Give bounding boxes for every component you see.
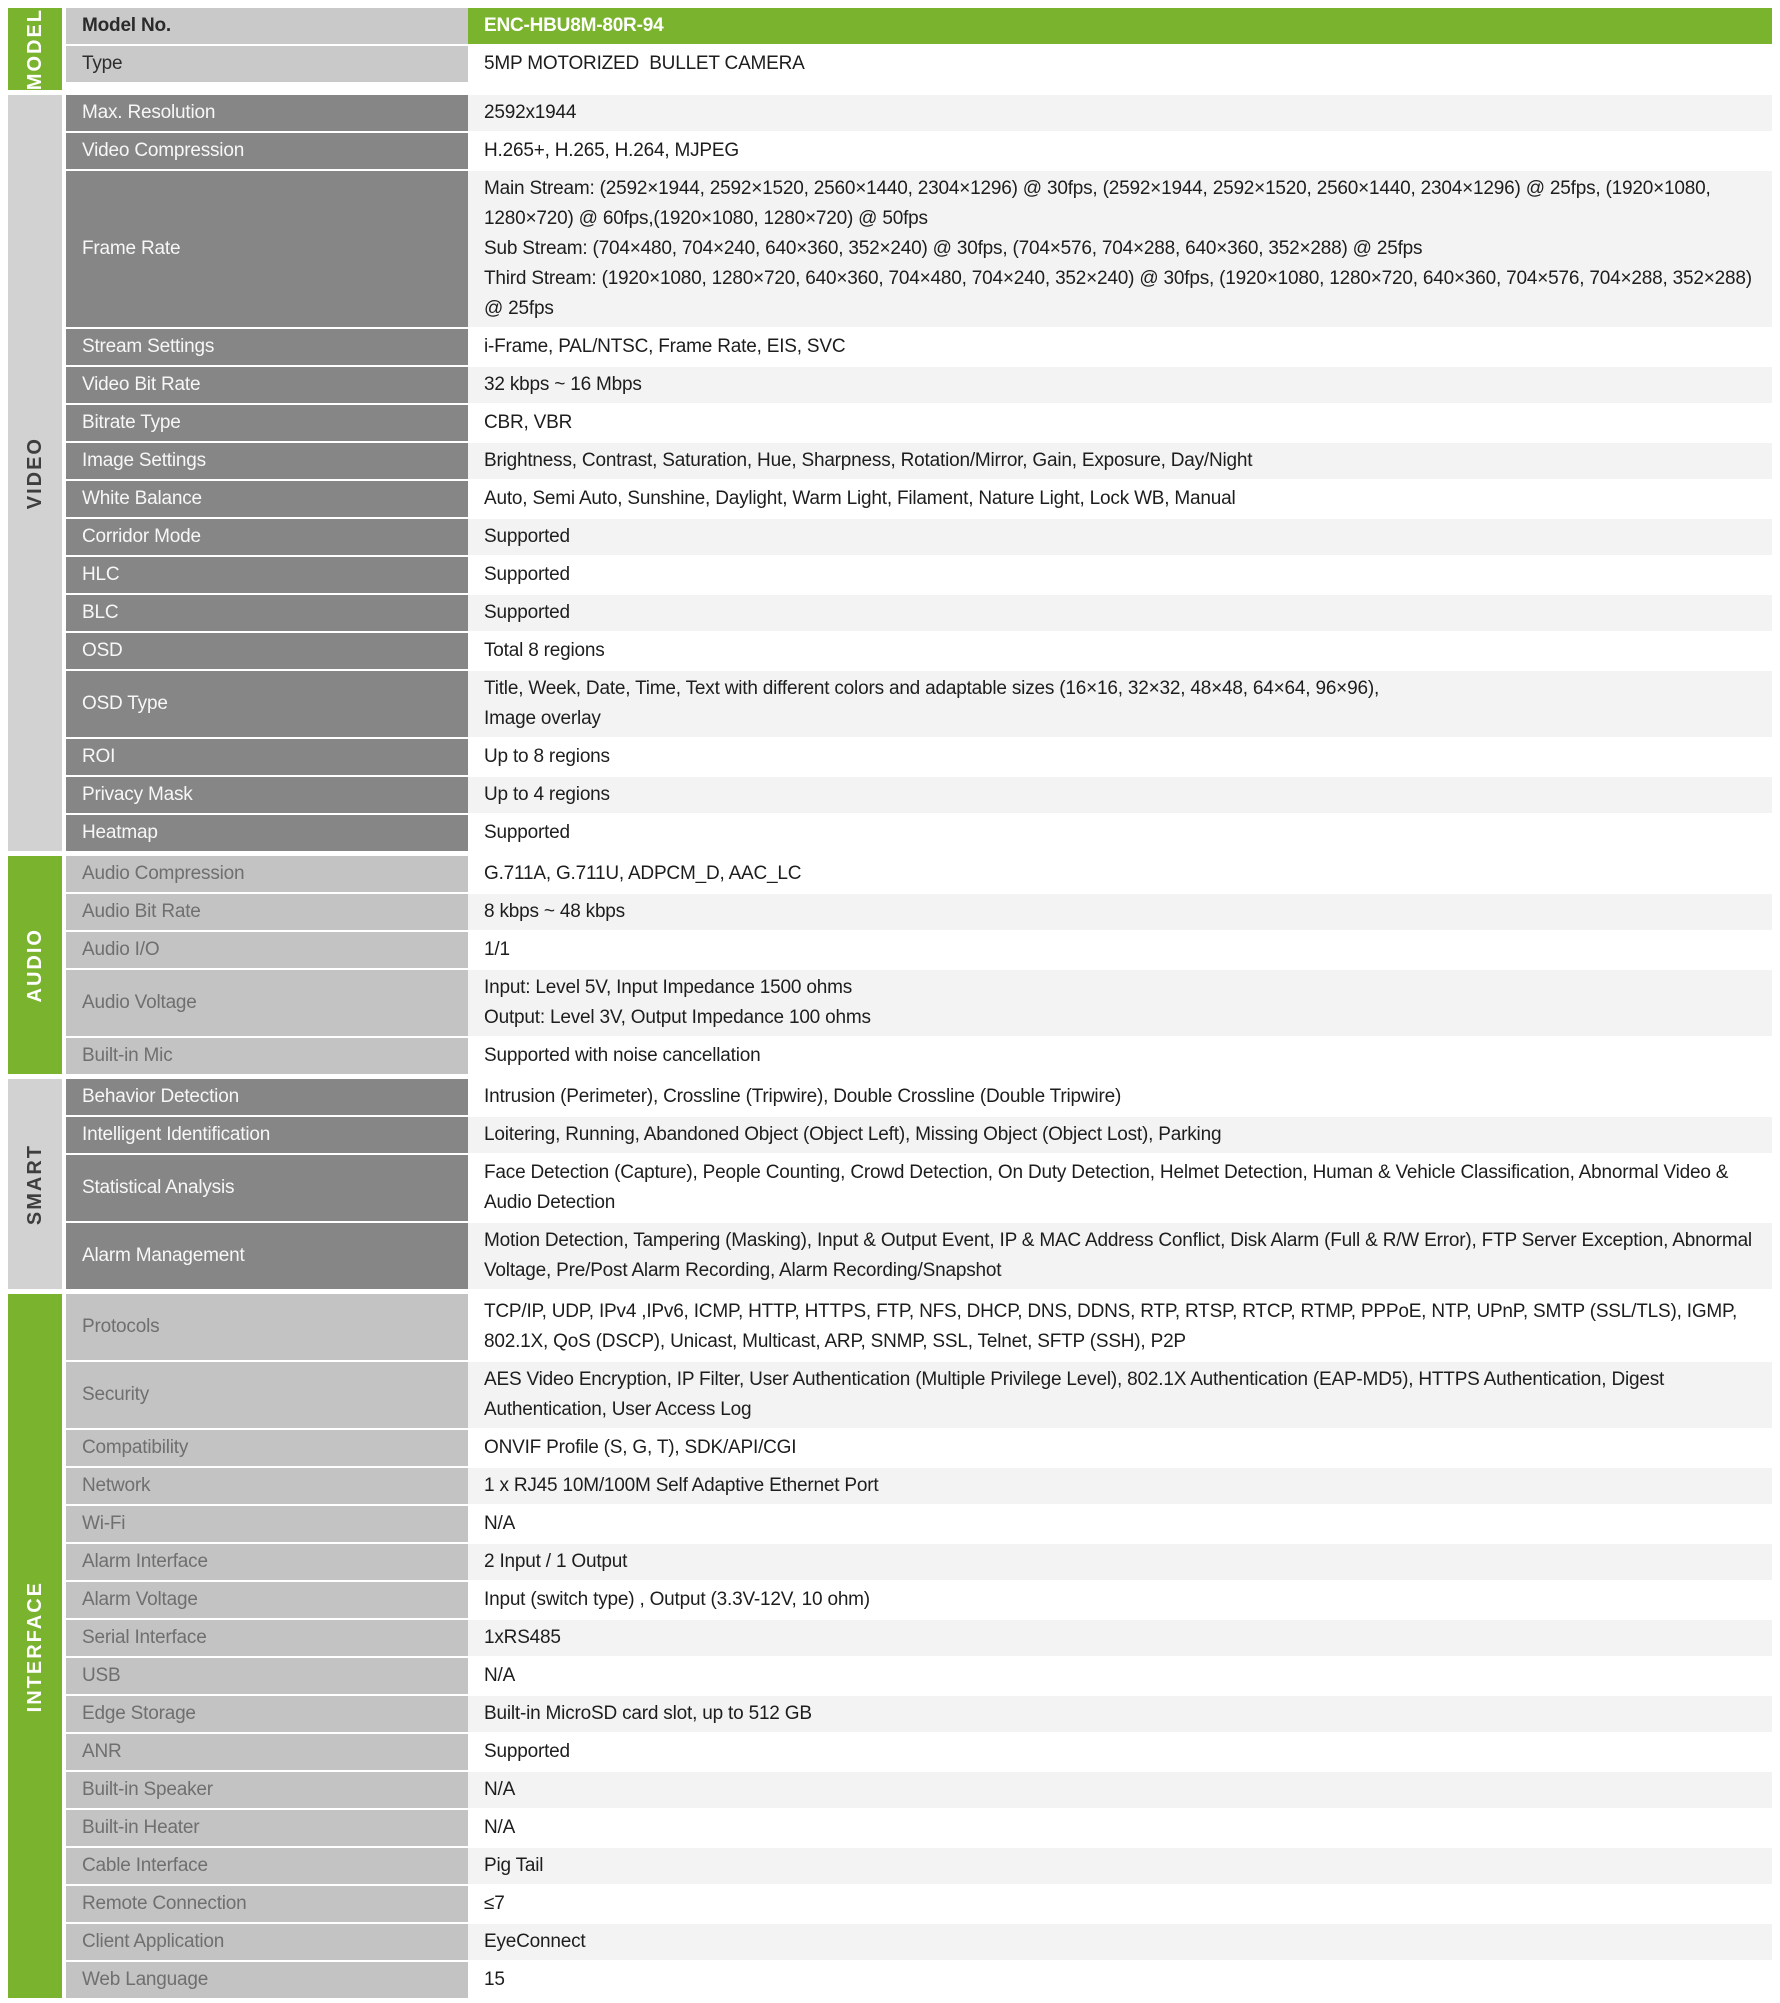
spec-row-serial-interface (66, 1620, 1772, 1656)
spec-row-alarm-management (66, 1223, 1772, 1289)
spec-row-image-settings (66, 443, 1772, 479)
row-label-corridor-mode: Corridor Mode (66, 519, 468, 555)
spec-row-wi-fi (66, 1506, 1772, 1542)
row-value-line: Supported (484, 526, 570, 548)
spec-row-alarm-interface (66, 1544, 1772, 1580)
row-label-alarm-voltage: Alarm Voltage (66, 1582, 468, 1618)
row-value-remote-connection (468, 1886, 1772, 1922)
row-label-osd-type: OSD Type (66, 671, 468, 737)
row-value-edge-storage (468, 1696, 1772, 1732)
section-rows-audio (66, 856, 1772, 1074)
row-value-alarm-management (468, 1223, 1772, 1289)
row-label-alarm-interface: Alarm Interface (66, 1544, 468, 1580)
row-value-line: Motion Detection, Tampering (Masking), Input & Output Event, IP & MAC Address Conflict, Disk Alarm (Full & R/W Error), FTP Server Exception, Abnormal Voltage, Pre/Post Alarm Recording, Alarm Recording/Snapshot (484, 1230, 1758, 1282)
row-label-audio-voltage: Audio Voltage (66, 970, 468, 1036)
row-value-line: G.711A, G.711U, ADPCM_D, AAC_LC (484, 863, 802, 885)
section-rows-model (66, 8, 1772, 90)
row-label-built-in-mic: Built-in Mic (66, 1038, 468, 1074)
spec-row-model-no (66, 8, 1772, 44)
spec-row-anr (66, 1734, 1772, 1770)
row-value-line: Main Stream: (2592×1944, 2592×1520, 2560×1440, 2304×1296) @ 30fps, (2592×1944, 2592×1520, 2560×1440, 2304×1296) @ 25fps, (1920×1080, 1280×720) @ 60fps,(1920×1080, 1280×720) @ 50fps (484, 178, 1716, 230)
row-label-osd: OSD (66, 633, 468, 669)
row-value-line: ONVIF Profile (S, G, T), SDK/API/CGI (484, 1437, 797, 1459)
row-value-line: 8 kbps ~ 48 kbps (484, 901, 625, 923)
row-value-stream-settings (468, 329, 1772, 365)
section-label-smart: SMART (23, 1143, 46, 1225)
row-label-privacy-mask: Privacy Mask (66, 777, 468, 813)
spec-row-privacy-mask (66, 777, 1772, 813)
row-label-video-compression: Video Compression (66, 133, 468, 169)
row-label-serial-interface: Serial Interface (66, 1620, 468, 1656)
row-label-audio-bit-rate: Audio Bit Rate (66, 894, 468, 930)
row-value-line: Supported with noise cancellation (484, 1045, 761, 1067)
row-value-audio-bit-rate (468, 894, 1772, 930)
section-interface (8, 1294, 1772, 1998)
row-value-line: Auto, Semi Auto, Sunshine, Daylight, Warm Light, Filament, Nature Light, Lock WB, Manual (484, 488, 1236, 510)
spec-row-web-language (66, 1962, 1772, 1998)
row-label-client-application: Client Application (66, 1924, 468, 1960)
section-bar-model (8, 8, 62, 90)
row-value-line: Supported (484, 564, 570, 586)
section-bar-video (8, 95, 62, 851)
row-value-roi (468, 739, 1772, 775)
section-label-audio: AUDIO (23, 927, 46, 1003)
row-value-line: N/A (484, 1817, 516, 1839)
section-bar-smart (8, 1079, 62, 1289)
row-label-audio-i-o: Audio I/O (66, 932, 468, 968)
spec-row-audio-i-o (66, 932, 1772, 968)
spec-row-hlc (66, 557, 1772, 593)
row-value-line: H.265+, H.265, H.264, MJPEG (484, 140, 739, 162)
row-label-model-no: Model No. (66, 8, 468, 44)
row-value-line: 1/1 (484, 939, 510, 961)
row-label-roi: ROI (66, 739, 468, 775)
row-value-line: CBR, VBR (484, 412, 573, 434)
row-label-blc: BLC (66, 595, 468, 631)
row-label-type: Type (66, 46, 468, 82)
row-value-line: Third Stream: (1920×1080, 1280×720, 640×360, 704×480, 704×240, 352×240) @ 30fps, (1920×1080, 1280×720, 640×360, 704×576, 704×288, 352×288) @ 25fps (484, 268, 1757, 320)
section-rows-video (66, 95, 1772, 851)
spec-row-cable-interface (66, 1848, 1772, 1884)
row-label-protocols: Protocols (66, 1294, 468, 1360)
row-label-statistical-analysis: Statistical Analysis (66, 1155, 468, 1221)
row-label-wi-fi: Wi-Fi (66, 1506, 468, 1542)
spec-row-osd-type (66, 671, 1772, 737)
spec-row-audio-voltage (66, 970, 1772, 1036)
spec-row-corridor-mode (66, 519, 1772, 555)
row-label-frame-rate: Frame Rate (66, 171, 468, 327)
spec-row-protocols (66, 1294, 1772, 1360)
spec-row-stream-settings (66, 329, 1772, 365)
row-value-line: 2592x1944 (484, 102, 577, 124)
row-value-line: Built-in MicroSD card slot, up to 512 GB (484, 1703, 812, 1725)
spec-row-statistical-analysis (66, 1155, 1772, 1221)
row-label-image-settings: Image Settings (66, 443, 468, 479)
row-label-compatibility: Compatibility (66, 1430, 468, 1466)
row-value-line: Sub Stream: (704×480, 704×240, 640×360, 352×240) @ 30fps, (704×576, 704×288, 640×360, 352×288) @ 25fps (484, 238, 1423, 260)
row-value-protocols (468, 1294, 1772, 1360)
row-value-built-in-mic (468, 1038, 1772, 1074)
spec-row-network (66, 1468, 1772, 1504)
spec-row-bitrate-type (66, 405, 1772, 441)
row-label-network: Network (66, 1468, 468, 1504)
row-value-line: N/A (484, 1513, 516, 1535)
row-value-blc (468, 595, 1772, 631)
section-video (8, 95, 1772, 851)
row-value-line: 1xRS485 (484, 1627, 561, 1649)
row-label-remote-connection: Remote Connection (66, 1886, 468, 1922)
section-bar-audio (8, 856, 62, 1074)
spec-row-client-application (66, 1924, 1772, 1960)
row-value-line: 32 kbps ~ 16 Mbps (484, 374, 642, 396)
row-value-audio-compression (468, 856, 1772, 892)
row-value-security (468, 1362, 1772, 1428)
row-value-line: ≤7 (484, 1893, 505, 1915)
row-value-line: Output: Level 3V, Output Impedance 100 ohms (484, 1007, 871, 1029)
row-value-bitrate-type (468, 405, 1772, 441)
row-label-heatmap: Heatmap (66, 815, 468, 851)
row-value-behavior-detection (468, 1079, 1772, 1115)
row-value-line: 1 x RJ45 10M/100M Self Adaptive Ethernet Port (484, 1475, 879, 1497)
row-value-client-application (468, 1924, 1772, 1960)
spec-row-max-resolution (66, 95, 1772, 131)
row-value-line: Image overlay (484, 708, 601, 730)
row-label-web-language: Web Language (66, 1962, 468, 1998)
section-label-interface: INTERFACE (23, 1580, 46, 1712)
spec-row-type (66, 46, 1772, 82)
row-value-statistical-analysis (468, 1155, 1772, 1221)
spec-row-video-bit-rate (66, 367, 1772, 403)
row-value-alarm-voltage (468, 1582, 1772, 1618)
row-value-osd-type (468, 671, 1772, 737)
row-value-web-language (468, 1962, 1772, 1998)
section-label-video: VIDEO (23, 437, 46, 510)
spec-row-audio-bit-rate (66, 894, 1772, 930)
spec-row-frame-rate (66, 171, 1772, 327)
row-label-edge-storage: Edge Storage (66, 1696, 468, 1732)
row-value-line: 15 (484, 1969, 505, 1991)
row-label-alarm-management: Alarm Management (66, 1223, 468, 1289)
row-value-line: Brightness, Contrast, Saturation, Hue, Sharpness, Rotation/Mirror, Gain, Exposure, Day/Night (484, 450, 1253, 472)
row-label-built-in-speaker: Built-in Speaker (66, 1772, 468, 1808)
row-value-audio-voltage (468, 970, 1772, 1036)
row-value-audio-i-o (468, 932, 1772, 968)
row-value-serial-interface (468, 1620, 1772, 1656)
row-value-line: Intrusion (Perimeter), Crossline (Tripwire), Double Crossline (Double Tripwire) (484, 1086, 1122, 1108)
row-label-behavior-detection: Behavior Detection (66, 1079, 468, 1115)
row-label-intelligent-identification: Intelligent Identification (66, 1117, 468, 1153)
spec-row-blc (66, 595, 1772, 631)
spec-row-remote-connection (66, 1886, 1772, 1922)
row-value-video-compression (468, 133, 1772, 169)
section-bar-interface (8, 1294, 62, 1998)
row-value-line: AES Video Encryption, IP Filter, User Authentication (Multiple Privilege Level), 802.1X Authentication (EAP-MD5), HTTPS Authentication, Digest Authentication, User Access Log (484, 1369, 1669, 1421)
row-label-audio-compression: Audio Compression (66, 856, 468, 892)
spec-row-video-compression (66, 133, 1772, 169)
row-value-line: Supported (484, 1741, 570, 1763)
spec-row-intelligent-identification (66, 1117, 1772, 1153)
row-label-security: Security (66, 1362, 468, 1428)
row-value-image-settings (468, 443, 1772, 479)
spec-row-alarm-voltage (66, 1582, 1772, 1618)
row-value-max-resolution (468, 95, 1772, 131)
spec-row-heatmap (66, 815, 1772, 851)
row-value-heatmap (468, 815, 1772, 851)
row-value-corridor-mode (468, 519, 1772, 555)
row-value-osd (468, 633, 1772, 669)
spec-row-white-balance (66, 481, 1772, 517)
spec-row-edge-storage (66, 1696, 1772, 1732)
row-value-intelligent-identification (468, 1117, 1772, 1153)
spec-row-behavior-detection (66, 1079, 1772, 1115)
row-label-stream-settings: Stream Settings (66, 329, 468, 365)
spec-table (8, 8, 1772, 2003)
section-rows-smart (66, 1079, 1772, 1289)
section-audio (8, 856, 1772, 1074)
row-label-cable-interface: Cable Interface (66, 1848, 468, 1884)
row-value-line: Title, Week, Date, Time, Text with different colors and adaptable sizes (16×16, 32×32, 48×48, 64×64, 96×96), (484, 678, 1380, 700)
row-value-type (468, 46, 1772, 82)
section-label-model: MODEL (23, 8, 46, 91)
row-value-line: i-Frame, PAL/NTSC, Frame Rate, EIS, SVC (484, 336, 846, 358)
section-smart (8, 1079, 1772, 1289)
row-value-network (468, 1468, 1772, 1504)
row-value-line: 2 Input / 1 Output (484, 1551, 628, 1573)
row-value-line: N/A (484, 1779, 516, 1801)
row-value-frame-rate (468, 171, 1772, 327)
spec-row-audio-compression (66, 856, 1772, 892)
row-label-hlc: HLC (66, 557, 468, 593)
row-value-line: Supported (484, 602, 570, 624)
row-value-line: Loitering, Running, Abandoned Object (Object Left), Missing Object (Object Lost), Parking (484, 1124, 1222, 1146)
spec-row-osd (66, 633, 1772, 669)
spec-row-built-in-heater (66, 1810, 1772, 1846)
row-value-white-balance (468, 481, 1772, 517)
row-value-built-in-speaker (468, 1772, 1772, 1808)
row-value-line: Up to 4 regions (484, 784, 610, 806)
row-value-built-in-heater (468, 1810, 1772, 1846)
row-label-video-bit-rate: Video Bit Rate (66, 367, 468, 403)
row-value-line: 5MP MOTORIZED BULLET CAMERA (484, 53, 805, 74)
section-rows-interface (66, 1294, 1772, 1998)
row-value-line: Input: Level 5V, Input Impedance 1500 ohms (484, 977, 853, 999)
section-model (8, 8, 1772, 90)
row-value-privacy-mask (468, 777, 1772, 813)
row-value-line: ENC-HBU8M-80R-94 (484, 15, 664, 36)
row-value-cable-interface (468, 1848, 1772, 1884)
row-value-line: Face Detection (Capture), People Counting, Crowd Detection, On Duty Detection, Helmet Detection, Human & Vehicle Classification, Abnormal Video & Audio Detection (484, 1162, 1733, 1214)
row-label-white-balance: White Balance (66, 481, 468, 517)
row-value-line: N/A (484, 1665, 516, 1687)
spec-row-built-in-speaker (66, 1772, 1772, 1808)
spec-row-roi (66, 739, 1772, 775)
row-label-max-resolution: Max. Resolution (66, 95, 468, 131)
row-value-line: Input (switch type) , Output (3.3V-12V, 10 ohm) (484, 1589, 870, 1611)
row-value-line: Supported (484, 822, 570, 844)
row-value-wi-fi (468, 1506, 1772, 1542)
row-value-line: Up to 8 regions (484, 746, 610, 768)
row-label-built-in-heater: Built-in Heater (66, 1810, 468, 1846)
row-label-anr: ANR (66, 1734, 468, 1770)
row-value-alarm-interface (468, 1544, 1772, 1580)
spec-row-compatibility (66, 1430, 1772, 1466)
row-value-line: TCP/IP, UDP, IPv4 ,IPv6, ICMP, HTTP, HTTPS, FTP, NFS, DHCP, DNS, DDNS, RTP, RTSP, RTCP, RTMP, PPPoE, NTP, UPnP, SMTP (SSL/TLS), IGMP, 802.1X, QoS (DSCP), Unicast, Multicast, ARP, SNMP, SSL, Telnet, SFTP (SSH), P2P (484, 1301, 1743, 1353)
spec-row-security (66, 1362, 1772, 1428)
row-value-line: EyeConnect (484, 1931, 586, 1953)
spec-row-usb (66, 1658, 1772, 1694)
row-label-usb: USB (66, 1658, 468, 1694)
row-label-bitrate-type: Bitrate Type (66, 405, 468, 441)
row-value-compatibility (468, 1430, 1772, 1466)
spec-row-built-in-mic (66, 1038, 1772, 1074)
row-value-hlc (468, 557, 1772, 593)
row-value-anr (468, 1734, 1772, 1770)
row-value-usb (468, 1658, 1772, 1694)
row-value-video-bit-rate (468, 367, 1772, 403)
row-value-model-no (468, 8, 1772, 44)
row-value-line: Pig Tail (484, 1855, 544, 1877)
row-value-line: Total 8 regions (484, 640, 605, 662)
